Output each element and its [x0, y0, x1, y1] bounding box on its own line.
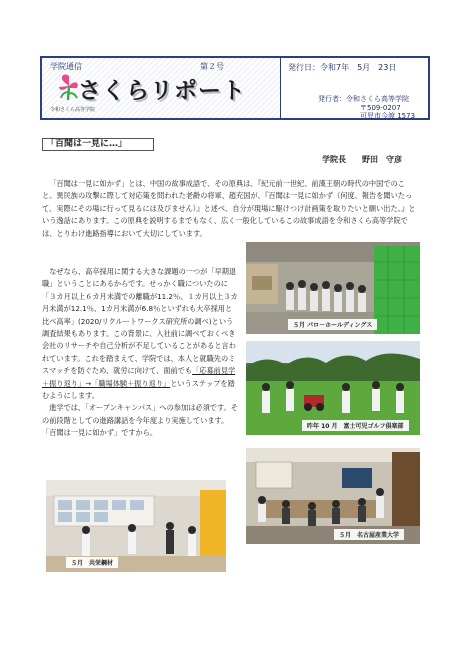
- paragraph-text: というステップを踏むようにします。: [42, 378, 235, 401]
- highlighted-steps: 「応募前見学＋振り返り」→「職場体験＋振り返り」: [42, 366, 236, 388]
- photo-caption: ５月 共栄鋼材: [66, 557, 118, 568]
- photo-steel-company: [46, 480, 226, 572]
- school-name-small: 令和さくら高等学院: [50, 107, 96, 113]
- masthead-title-area: [42, 58, 280, 118]
- publisher: 発行者：令和さくら高等学院: [318, 95, 409, 103]
- series-name: 学院通信: [50, 62, 82, 71]
- body-column: [42, 266, 238, 440]
- issue-number: 第２号: [200, 62, 224, 71]
- newsletter-title: さくらリポート: [78, 78, 246, 104]
- photo-caption: ５月 名古屋産業大学: [334, 529, 404, 540]
- paragraph-text: なぜなら、高卒採用に関する大きな課題の一つが「早期退職」ということにあるからです。せっかく職についたのに「３カ月以上６カ月未満での離職が11.2％、１カ月以上３カ月未満が12.1％、1カ月未満が6.8％といずれも大卒採用と比べ高率」(2020/リクルートワークス研究所の調べ)という調査結果もあります。この背景に、入社前に調べておくべき会社のリサーチや自己分析が不足していることがあると言われています。これを踏まえて、学院では、本人と就職先のミスマッチを防ぐため、就労に向けて、面前でも: [42, 267, 238, 376]
- photo-university: [246, 448, 420, 544]
- masthead: [40, 56, 430, 120]
- issue-date: 発行日：令和7年 5月 23日: [288, 63, 397, 72]
- article-author: 学院長 野田 守彦: [322, 155, 402, 164]
- body-paragraph: 進学では、「オープンキャンパス」への参加は必須です。その前段階としての進路講話を今年度より実施しています。「百聞は一見に如かず」ですから。: [42, 403, 238, 438]
- body-paragraph: [42, 266, 238, 402]
- address: 可児市今渡 1573: [360, 112, 416, 120]
- article-heading: 「百聞は一見に…」: [42, 138, 154, 151]
- photo-golf-course: [246, 341, 420, 435]
- photo-factory-visit: [246, 242, 420, 334]
- photo-caption: 昨年 10 月 富士可児ゴルフ倶楽部: [302, 420, 409, 431]
- lead-paragraph: 「百聞は一見に如かず」とは、中国の故事成語で、その原典は、『紀元前一世紀、前漢王朝の時代の中国でのこと。異民族の攻撃に際して対応策を問われた老齢の将軍、趙充国が、『百聞は一見に如かず（何度、報告を聞いたって、実際にその場に行って見るには及びません）』と述べ、自分が現場に駆けつけ計画策を取りたいと願い出た。』という逸話にあります。この原典を説明するまでもなく、広く一般化しているこの故事成語を令和さくら高等学院では、とりわけ進路指導において大切にしています。: [42, 179, 416, 238]
- postal-code: 〒509-0207: [360, 104, 401, 112]
- photo-caption: ５月 パロ－ホールディングス: [288, 319, 377, 330]
- masthead-divider: [280, 58, 281, 118]
